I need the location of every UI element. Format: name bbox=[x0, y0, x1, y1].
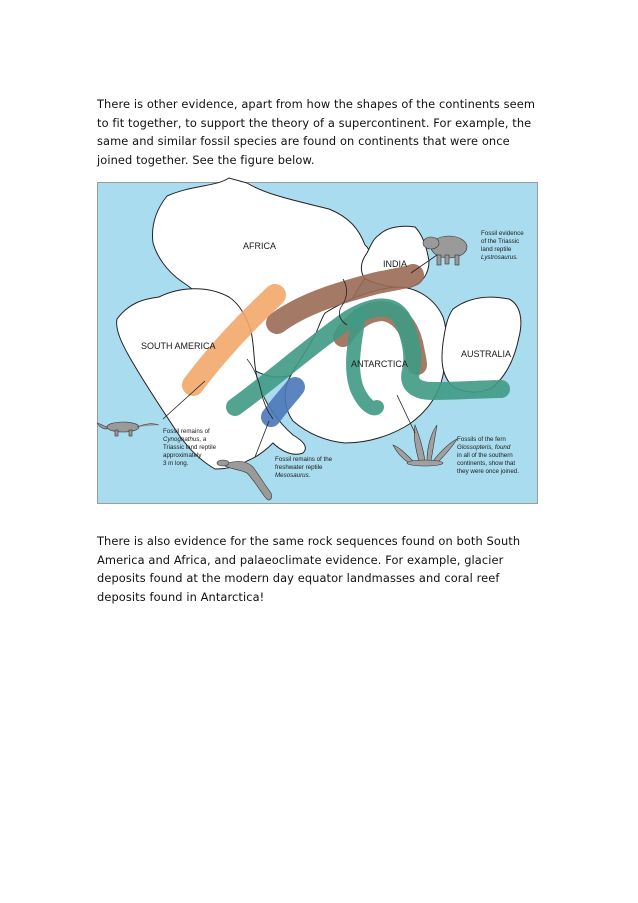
lystrosaurus-caption-line-2: of the Triassic bbox=[481, 238, 520, 245]
glossopteris-caption-line-4: continents, show that bbox=[457, 460, 516, 467]
lystrosaurus-caption-line-4: Lystrosaurus. bbox=[481, 254, 519, 261]
cynognathus-caption-line-5: 3 m long. bbox=[163, 460, 189, 467]
cynognathus-caption-line-2: Cynognathus, a bbox=[163, 436, 207, 443]
mesosaurus-caption-line-2: freshwater reptile bbox=[275, 464, 323, 471]
south-america-label: SOUTH AMERICA bbox=[141, 341, 216, 351]
glossopteris-caption-line-2: Glossopteris, found bbox=[457, 444, 511, 451]
lystrosaurus-caption-line-3: land reptile bbox=[481, 246, 512, 253]
supercontinent-fossil-map bbox=[97, 171, 538, 504]
lystrosaurus-caption-line-1: Fossil evidence bbox=[481, 230, 524, 237]
evidence-paragraph: There is also evidence for the same rock sequences found on both South America and Africa, and palaeoclimate evidence. For example, glacier deposits found at the modern day equator landmasses and coral reef deposits found in Antarctica! bbox=[97, 534, 521, 604]
india-label: INDIA bbox=[383, 259, 408, 269]
glossopteris-caption-line-1: Fossils of the fern bbox=[457, 436, 506, 443]
cynognathus-caption-line-3: Triassic land reptile bbox=[163, 444, 217, 451]
mesosaurus-caption-line-1: Fossil remains of the bbox=[275, 456, 333, 463]
mesosaurus-caption-line-3: Mesosaurus. bbox=[275, 472, 311, 479]
cynognathus-caption-line-1: Fossil remains of bbox=[163, 428, 210, 435]
glossopteris-caption-line-5: they were once joined. bbox=[457, 468, 519, 475]
glossopteris-caption-line-3: in all of the southern bbox=[457, 452, 513, 459]
australia-label: AUSTRALIA bbox=[461, 349, 512, 359]
intro-paragraph: There is other evidence, apart from how the shapes of the continents seem to fit together, to support the theory of a supercontinent. For example, the same and similar fossil species are found on continents that were once joined together. See the figure below. bbox=[97, 97, 536, 167]
cynognathus-caption-line-4: approximately bbox=[163, 452, 202, 459]
antarctica-label: ANTARCTICA bbox=[351, 359, 408, 369]
africa-label: AFRICA bbox=[243, 241, 277, 251]
